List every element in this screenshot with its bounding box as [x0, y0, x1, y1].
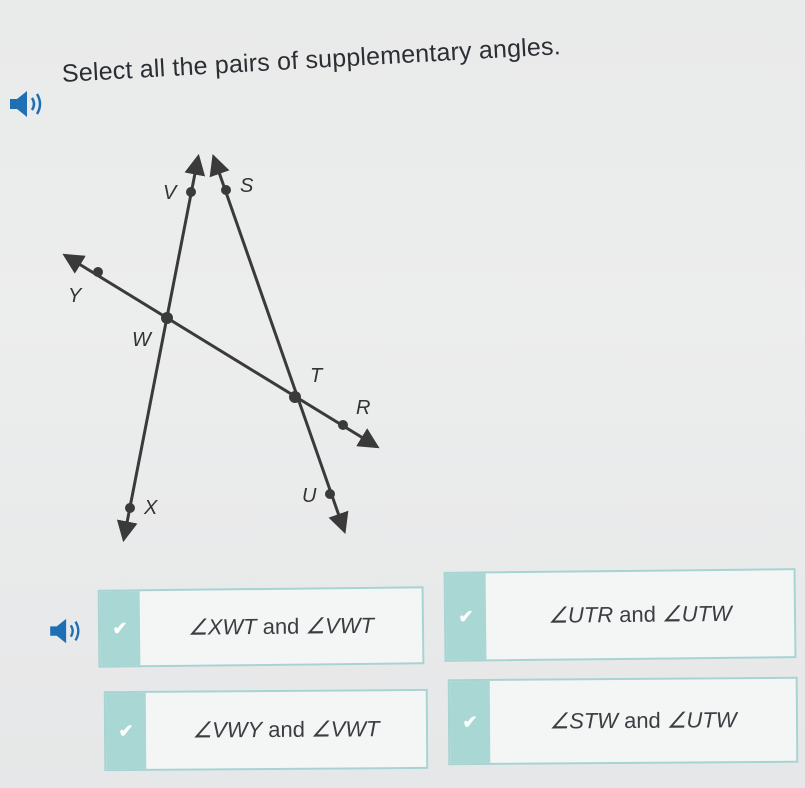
- answer-choice-3[interactable]: [104, 689, 429, 771]
- choice-3-check-tab[interactable]: [106, 693, 147, 769]
- check-icon: ✔: [458, 606, 474, 627]
- choice-2-check-tab[interactable]: [446, 573, 487, 659]
- label-x: X: [144, 497, 158, 519]
- point-x: [125, 503, 135, 513]
- choice-2-first-angle: ∠UTR: [548, 602, 614, 628]
- point-v: [186, 187, 196, 197]
- choice-2-text: [486, 570, 795, 659]
- label-y: Y: [68, 285, 82, 307]
- choice-4-text: [490, 679, 797, 763]
- choice-2-second-angle: ∠UTW: [661, 600, 732, 627]
- label-r: R: [356, 397, 371, 419]
- choice-3-first-angle: ∠VWY: [192, 717, 263, 743]
- check-icon: ✔: [112, 617, 128, 639]
- answer-choice-1[interactable]: [98, 586, 425, 667]
- answer-choice-2[interactable]: [444, 568, 797, 662]
- choice-1-second-angle: ∠VWT: [305, 612, 375, 639]
- choice-3-second-angle: ∠VWT: [310, 716, 380, 742]
- choices-speaker-icon[interactable]: [48, 616, 88, 646]
- label-s: S: [240, 175, 254, 197]
- answer-choice-4[interactable]: [448, 677, 799, 765]
- label-v: V: [163, 182, 177, 204]
- choice-4-and: and: [623, 707, 661, 733]
- point-w: [161, 312, 173, 324]
- line-yr: [66, 256, 376, 446]
- label-w: W: [132, 329, 151, 351]
- choice-4-check-tab[interactable]: [450, 681, 491, 763]
- choice-1-and: and: [262, 613, 300, 639]
- point-y: [93, 267, 103, 277]
- point-r: [338, 420, 348, 430]
- choice-3-text: [146, 691, 427, 769]
- choice-2-and: and: [619, 601, 657, 628]
- choice-3-and: and: [268, 716, 306, 742]
- check-icon: ✔: [118, 720, 134, 741]
- point-t: [289, 391, 301, 403]
- label-u: U: [302, 485, 317, 507]
- point-u: [325, 489, 335, 499]
- choice-1-check-tab[interactable]: [100, 591, 141, 665]
- choice-1-text: [140, 588, 423, 665]
- line-su: [214, 158, 344, 530]
- choice-4-first-angle: ∠STW: [549, 708, 619, 734]
- choice-1-first-angle: ∠XWT: [187, 614, 257, 640]
- question-prompt: Select all the pairs of supplementary angles.: [61, 32, 562, 88]
- choice-4-second-angle: ∠UTW: [666, 707, 737, 733]
- label-t: T: [310, 365, 323, 387]
- check-icon: ✔: [462, 711, 478, 732]
- point-s: [221, 185, 231, 195]
